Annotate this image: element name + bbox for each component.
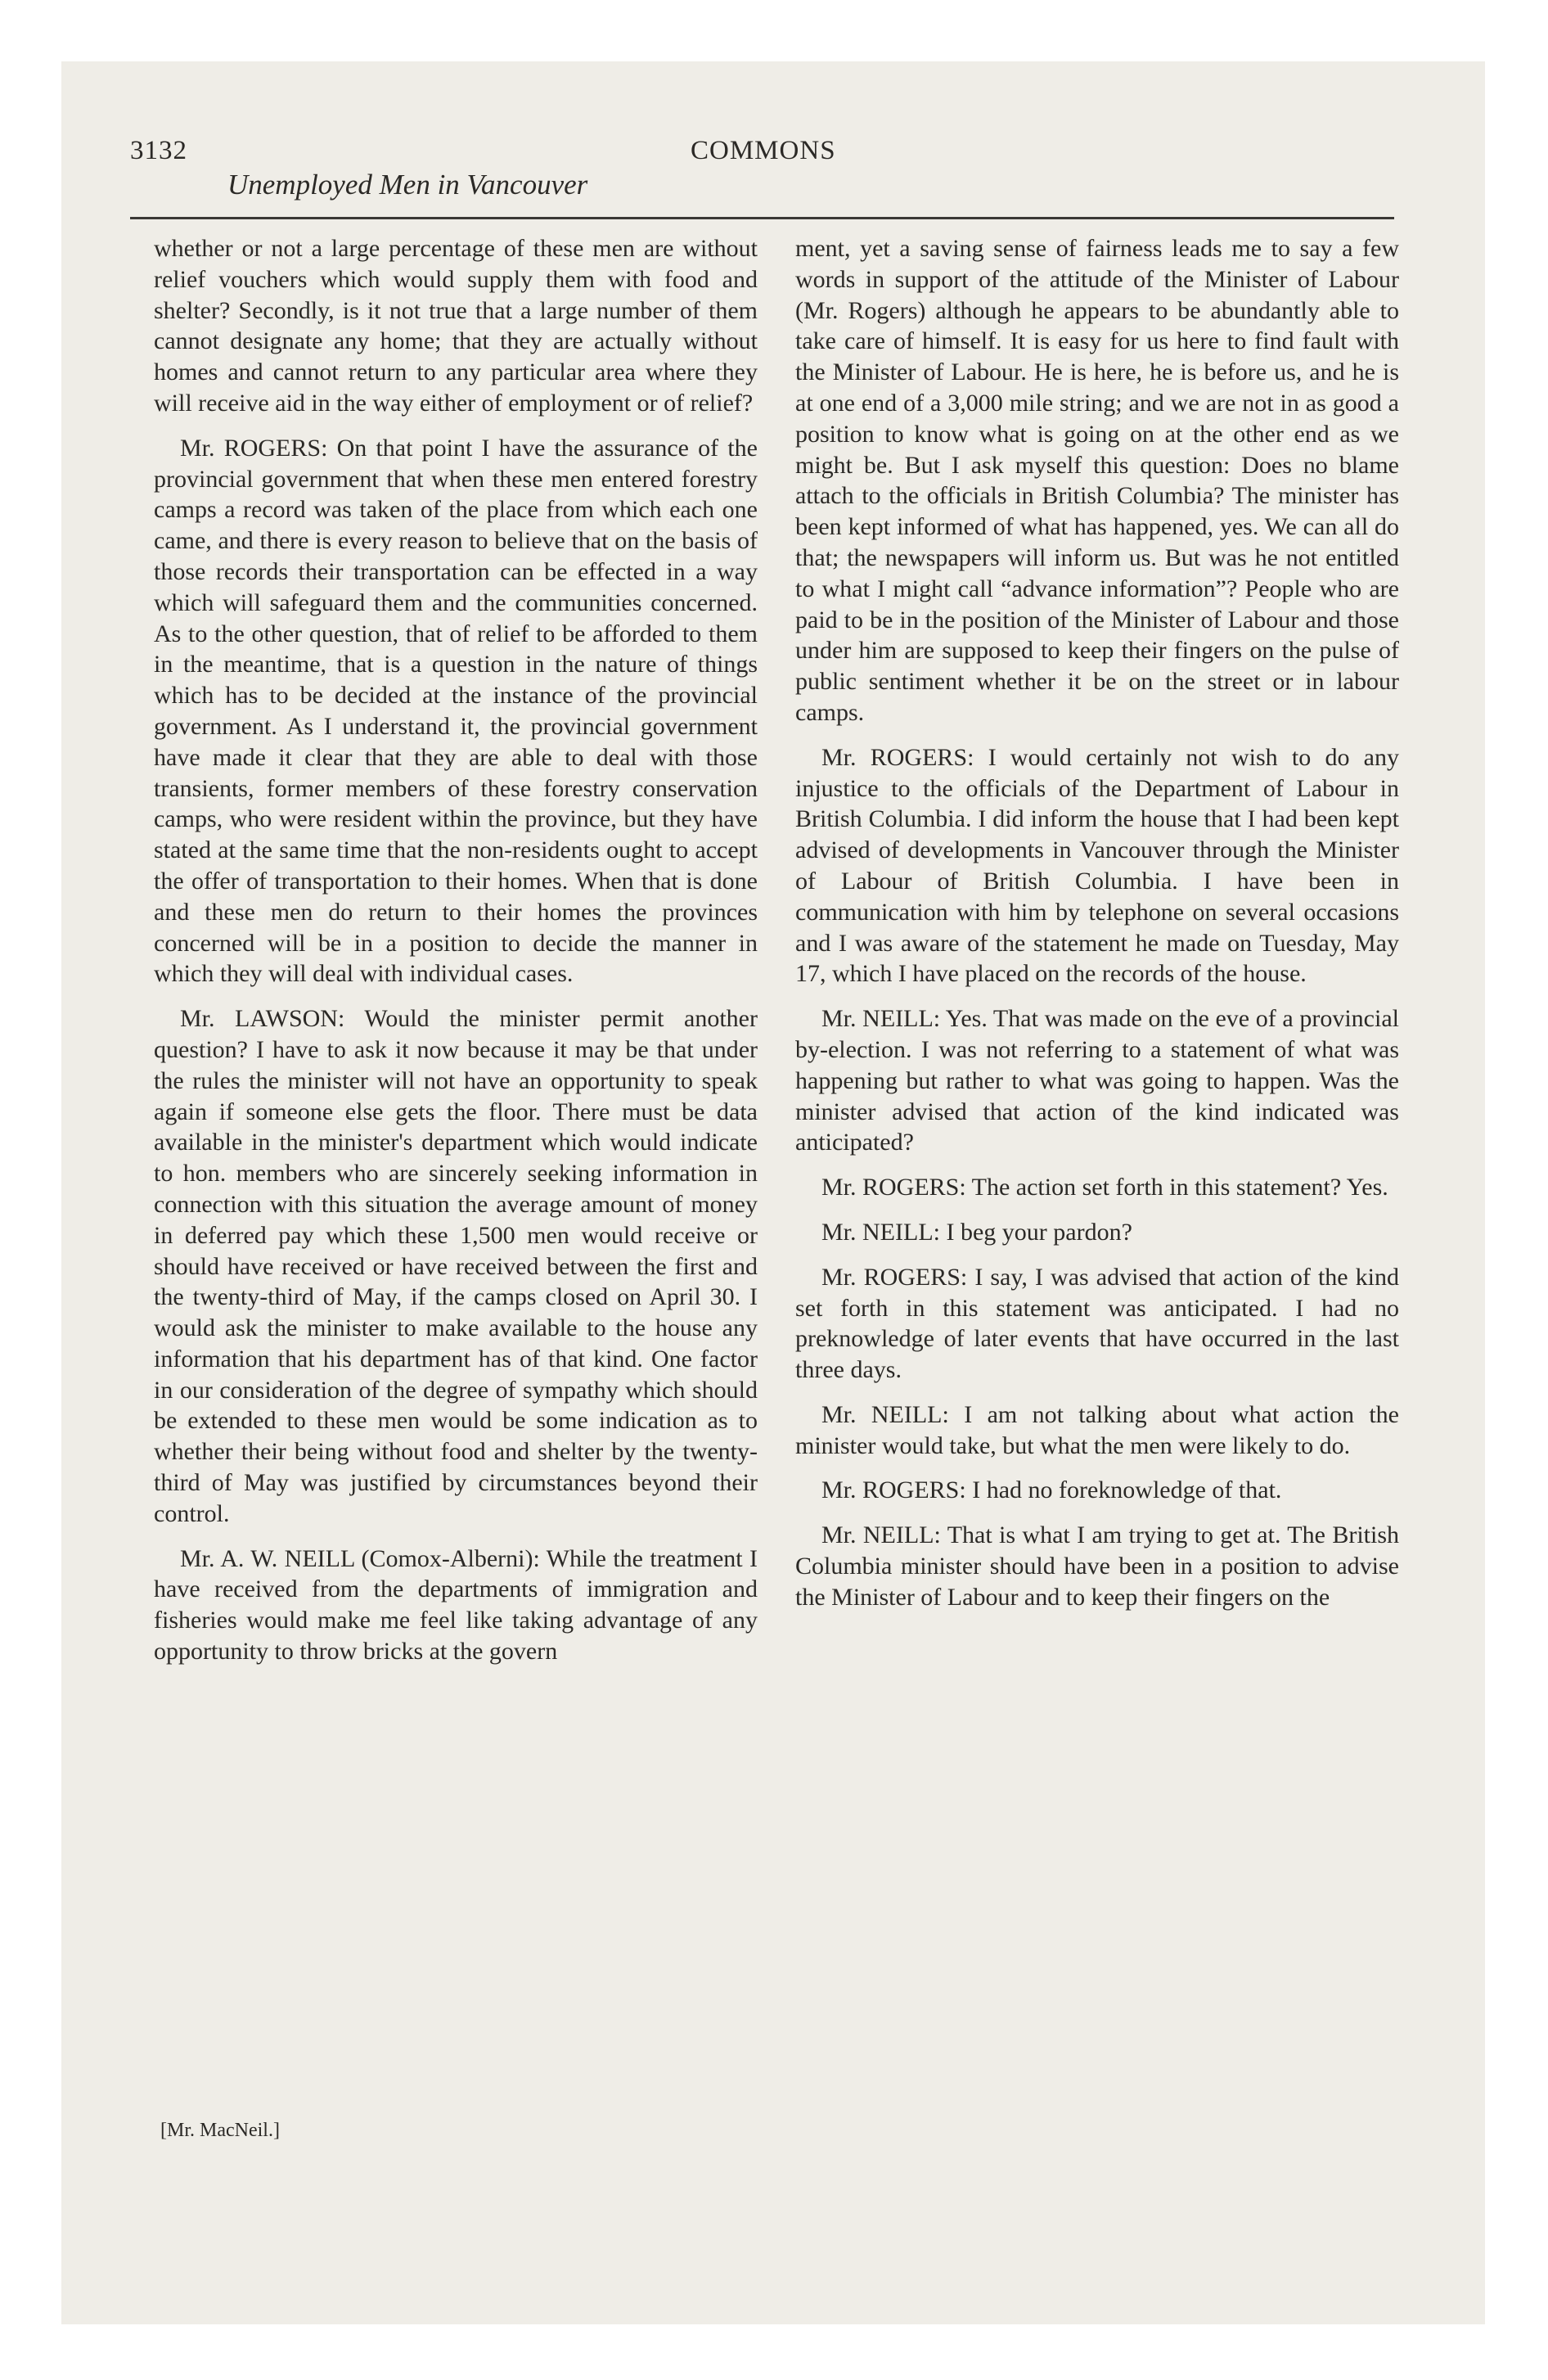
speaker-footnote: [Mr. MacNeil.] [160, 2120, 280, 2141]
paragraph: Mr. NEILL: I beg your pardon? [821, 1218, 1132, 1246]
paragraph: Mr. ROGERS: On that point I have the assurance of the provincial government that when these men entered forestry camps a record was taken of the place from which each one came, and there is every reason to believe that on the basis of those records their transportation can be effected in a way which will safeguard them and the communities concerned. As to the other question, that of relief to be afforded to them in the meantime, that is a question in the nature of things which has to be decided at the instance of the provincial government. As I understand it, the provincial government have made it clear that they are able to deal with those transients, former members of these forestry conservation camps, who were resident within the province, but they have stated at the same time that the non-residents ought to accept the offer of transportation to their homes. When that is done and these men do return to their homes the provinces concerned will be in a position to decide the manner in which they will deal with individual cases. [154, 434, 758, 988]
paragraph: whether or not a large percentage of these men are without relief vouchers which would supply them with food and shelter? Secondly, is it not true that a large number of them cannot designate any home; that they are actually without homes and cannot return to any particular area where they will receive aid in the way either of employment or of relief? [154, 235, 758, 417]
paragraph: Mr. NEILL: Yes. That was made on the eve of a provincial by-election. I was not referring to a statement of what was happening but rather to what was going to happen. Was the minister advised that action of the kind indicated was anticipated? [795, 1005, 1399, 1156]
paragraph: Mr. ROGERS: I would certainly not wish to do any injustice to the officials of the Department of Labour in British Columbia. I did inform the house that I had been kept advised of developments in Vancouver through the Minister of Labour of British Columbia. I have been in communication with him by telephone on several occasions and I was aware of the statement he made on Tuesday, May 17, which I have placed on the records of the house. [795, 743, 1399, 988]
paragraph: Mr. NEILL: That is what I am trying to get at. The British Columbia minister should have been in a position to advise the Minister of Labour and to keep their fingers on the [795, 1521, 1399, 1611]
paragraph: ment, yet a saving sense of fairness leads me to say a few words in support of the attitude of the Minister of Labour (Mr. Rogers) although he appears to be abundantly able to take care of himself. It is easy for us here to find fault with the Minister of Labour. He is here, he is before us, and he is at one end of a 3,000 mile string; and we are not in as good a position to know what is going on at the other end as we might be. But I ask myself this question: Does no blame attach to the officials in British Columbia? The minister has been kept informed of what has happened, yes. We can all do that; the newspapers will inform us. But was he not entitled to what I might call “advance information”? People who are paid to be in the position of the Minister of Labour and those under him are supposed to keep their fingers on the pulse of public sentiment whether it be on the street or in labour camps. [795, 235, 1399, 726]
header-rule [130, 217, 1394, 219]
left-column [154, 233, 758, 1681]
page-number: 3132 [130, 136, 187, 165]
paragraph: Mr. NEILL: I am not talking about what action the minister would take, but what the men were likely to do. [795, 1400, 1399, 1459]
paragraph: Mr. ROGERS: I say, I was advised that action of the kind set forth in this statement was anticipated. I had no preknowledge of later events that have occurred in the last three days. [795, 1263, 1399, 1384]
right-column [795, 233, 1399, 1627]
running-title: Unemployed Men in Vancouver [227, 169, 588, 201]
paragraph: Mr. LAWSON: Would the minister permit another question? I have to ask it now because it may be that under the rules the minister will not have an opportunity to speak again if someone else gets the floor. There must be data available in the minister's department which would indicate to hon. members who are sincerely seeking information in connection with this situation the average amount of money in deferred pay which these 1,500 men would receive or should have received or have received between the first and the twenty-third of May, if the camps closed on April 30. I would ask the minister to make available to the house any information that his department has of that kind. One factor in our consideration of the degree of sympathy which should be extended to these men would be some indication as to whether their being without food and shelter by the twenty-third of May was justified by circumstances beyond their control. [154, 1005, 758, 1527]
paragraph: Mr. ROGERS: I had no foreknowledge of that. [821, 1476, 1282, 1504]
paragraph: Mr. ROGERS: The action set forth in this statement? Yes. [821, 1174, 1388, 1201]
paragraph: Mr. A. W. NEILL (Comox-Alberni): While the treatment I have received from the departments of immigration and fisheries would make me feel like taking advantage of any opportunity to throw bricks at the govern [154, 1544, 758, 1666]
house-header: COMMONS [691, 136, 836, 165]
